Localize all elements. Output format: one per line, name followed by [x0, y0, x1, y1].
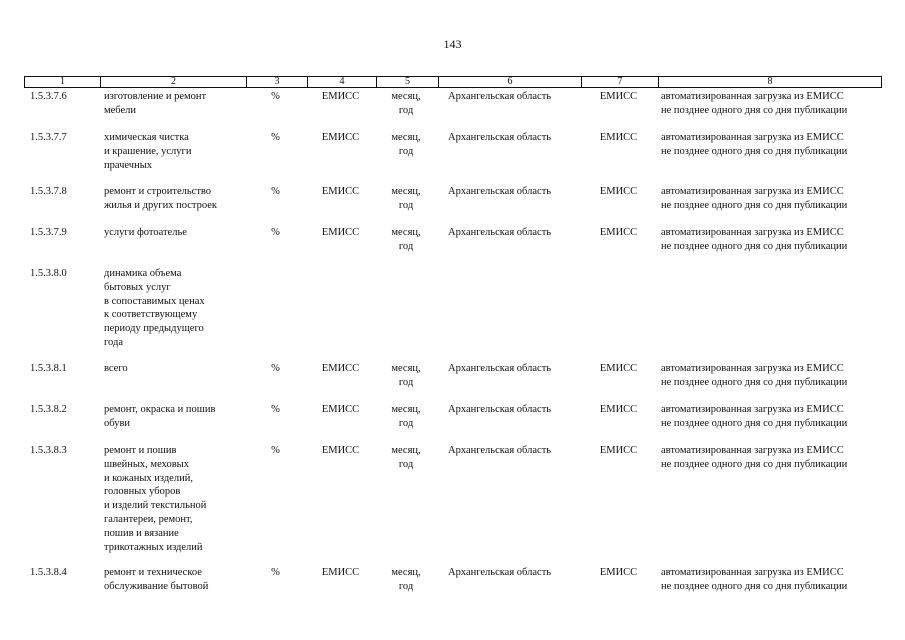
unit: % — [271, 186, 280, 197]
region: Архангельская область — [448, 91, 552, 102]
unit: % — [271, 363, 280, 374]
period: месяц, год — [391, 132, 421, 157]
indicator-code: 1.5.3.8.1 — [30, 363, 67, 374]
column-header-6: 6 — [438, 77, 581, 87]
indicator-name: химическая чистка и крашение, услуги прачечных — [104, 132, 192, 171]
indicator-code: 1.5.3.8.0 — [30, 268, 67, 279]
provider: ЕМИСС — [599, 404, 638, 415]
column-header-7: 7 — [581, 77, 658, 87]
source: ЕМИСС — [321, 363, 360, 374]
indicator-name: ремонт и пошив швейных, меховых и кожаных изделий, головных уборов и изделий текстильной галантереи, ремонт, пошив и вязание трикотажных изделий — [104, 445, 207, 553]
loading-method: автоматизированная загрузка из ЕМИСС не позднее одного дня со дня публикации — [661, 91, 848, 116]
provider: ЕМИСС — [599, 227, 638, 238]
indicator-name: ремонт и техническое обслуживание бытовой — [104, 567, 209, 592]
source: ЕМИСС — [321, 404, 360, 415]
table-row — [24, 444, 882, 566]
table-header — [24, 76, 882, 88]
loading-method: автоматизированная загрузка из ЕМИСС не позднее одного дня со дня публикации — [661, 227, 848, 252]
loading-method: автоматизированная загрузка из ЕМИСС не позднее одного дня со дня публикации — [661, 186, 848, 211]
region: Архангельская область — [448, 445, 552, 456]
table-row — [24, 226, 882, 267]
indicator-name: услуги фотоателье — [104, 227, 187, 238]
period: месяц, год — [391, 567, 421, 592]
region — [437, 267, 580, 362]
source: ЕМИСС — [321, 227, 360, 238]
region: Архангельская область — [448, 363, 552, 374]
table-row — [24, 185, 882, 226]
period — [375, 267, 437, 362]
indicator-name: ремонт и строительство жилья и других построек — [104, 186, 218, 211]
table-body — [24, 90, 882, 598]
unit: % — [271, 445, 280, 456]
table-row — [24, 362, 882, 403]
column-header-1: 1 — [60, 76, 65, 87]
indicator-name: всего — [104, 363, 128, 374]
indicator-name: ремонт, окраска и пошив обуви — [104, 404, 216, 429]
column-header-3: 3 — [246, 77, 307, 87]
loading-method: автоматизированная загрузка из ЕМИСС не позднее одного дня со дня публикации — [661, 445, 848, 470]
loading-method: автоматизированная загрузка из ЕМИСС не позднее одного дня со дня публикации — [661, 132, 848, 157]
period: месяц, год — [391, 186, 421, 211]
column-header-5: 5 — [376, 77, 438, 87]
indicator-code: 1.5.3.8.3 — [30, 445, 67, 456]
source: ЕМИСС — [321, 445, 360, 456]
provider: ЕМИСС — [599, 186, 638, 197]
provider: ЕМИСС — [599, 132, 638, 143]
region: Архангельская область — [448, 227, 552, 238]
table-row — [24, 566, 882, 598]
provider: ЕМИСС — [599, 91, 638, 102]
column-header-4: 4 — [307, 77, 376, 87]
period: месяц, год — [391, 363, 421, 388]
provider: ЕМИСС — [599, 567, 638, 578]
loading-method — [657, 267, 882, 362]
region: Архангельская область — [448, 132, 552, 143]
loading-method: автоматизированная загрузка из ЕМИСС не позднее одного дня со дня публикации — [661, 363, 848, 388]
indicator-code: 1.5.3.7.9 — [30, 227, 67, 238]
indicator-code: 1.5.3.7.6 — [30, 91, 67, 102]
indicator-code: 1.5.3.7.8 — [30, 186, 67, 197]
region: Архангельская область — [448, 404, 552, 415]
provider — [580, 267, 657, 362]
unit: % — [271, 404, 280, 415]
unit: % — [271, 227, 280, 238]
unit: % — [271, 132, 280, 143]
period: месяц, год — [391, 91, 421, 116]
indicator-code: 1.5.3.8.4 — [30, 567, 67, 578]
region: Архангельская область — [448, 567, 552, 578]
unit — [245, 267, 306, 362]
provider: ЕМИСС — [599, 445, 638, 456]
table-row — [24, 267, 882, 362]
period: месяц, год — [391, 227, 421, 252]
column-header-2: 2 — [100, 77, 246, 87]
source: ЕМИСС — [321, 132, 360, 143]
column-header-8: 8 — [658, 77, 881, 87]
table-row — [24, 403, 882, 444]
page-number: 143 — [443, 37, 462, 51]
indicator-name: изготовление и ремонт мебели — [104, 91, 207, 116]
loading-method: автоматизированная загрузка из ЕМИСС не позднее одного дня со дня публикации — [661, 567, 848, 592]
provider: ЕМИСС — [599, 363, 638, 374]
loading-method: автоматизированная загрузка из ЕМИСС не позднее одного дня со дня публикации — [661, 404, 848, 429]
table-row — [24, 90, 882, 131]
table-row — [24, 131, 882, 185]
source: ЕМИСС — [321, 186, 360, 197]
unit: % — [271, 567, 280, 578]
unit: % — [271, 91, 280, 102]
period: месяц, год — [391, 445, 421, 470]
indicator-name: динамика объема бытовых услуг в сопоставимых ценах к соответствующему периоду предыдущего года — [104, 268, 205, 348]
indicator-code: 1.5.3.8.2 — [30, 404, 67, 415]
period: месяц, год — [391, 404, 421, 429]
source — [306, 267, 375, 362]
region: Архангельская область — [448, 186, 552, 197]
source: ЕМИСС — [321, 91, 360, 102]
indicator-code: 1.5.3.7.7 — [30, 132, 67, 143]
source: ЕМИСС — [321, 567, 360, 578]
